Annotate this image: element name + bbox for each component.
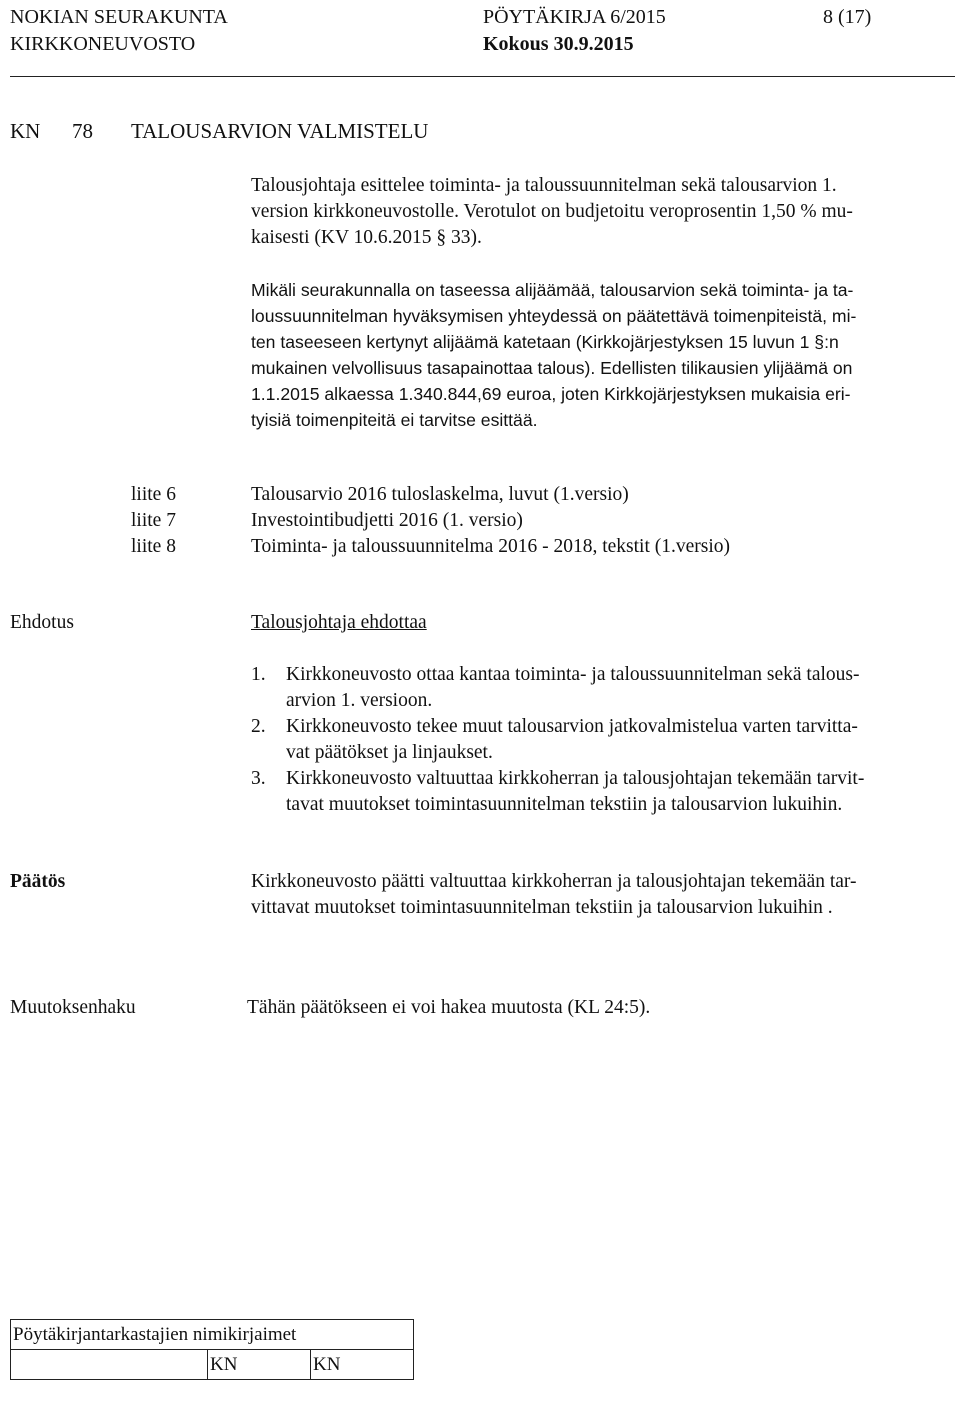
signature-table-title: Pöytäkirjantarkastajien nimikirjaimet [11,1320,414,1350]
attachment-title: Investointibudjetti 2016 (1. versio) [251,510,523,531]
proposal-item-number: 2. [251,716,266,737]
header-page-number: 8 (17) [823,6,872,28]
signature-initials: KN [208,1350,311,1380]
header-document-number: PÖYTÄKIRJA 6/2015 [483,6,666,28]
proposal-item-line: Kirkkoneuvosto valtuuttaa kirkkoherran ja talousjohtajan tekemään tarvit- [286,768,865,789]
decision-label: Päätös [10,871,66,892]
proposal-item-line: arvion 1. versioon. [286,690,433,711]
attachment-label: liite 8 [131,536,176,557]
attachment-label: liite 6 [131,484,176,505]
proposal-item-line: tavat muutokset toimintasuunnitelman tekstiin ja talousarvion lukuihin. [286,794,843,815]
header-org: NOKIAN SEURAKUNTA [10,6,228,28]
attachment-title: Toiminta- ja taloussuunnitelma 2016 - 2018, tekstit (1.versio) [251,536,731,557]
intro-paragraph [251,173,956,251]
proposal-item-line: Kirkkoneuvosto ottaa kantaa toiminta- ja taloussuunnitelman sekä talous- [286,664,860,685]
proposal-item-number: 1. [251,664,266,685]
deficit-line: 1.1.2015 alkaessa 1.340.844,69 euroa, joten Kirkkojärjestyksen mukaisia eri- [251,384,851,404]
intro-line: kaisesti (KV 10.6.2015 § 33). [251,227,482,248]
deficit-line: mukainen velvollisuus tasapainottaa talous). Edellisten tilikausien ylijäämä on [251,358,853,378]
header-meeting-date: Kokous 30.9.2015 [483,33,634,55]
section-number: 78 [72,119,93,143]
proposal-item-number: 3. [251,768,266,789]
signature-empty-cell [11,1350,208,1380]
intro-line: version kirkkoneuvostolle. Verotulot on budjetoitu veroprosentin 1,50 % mu- [251,201,853,222]
deficit-line: tyisiä toimenpiteitä ei tarvitse esittää. [251,410,538,430]
deficit-line: ten taseeseen kertynyt alijäämä katetaan (Kirkkojärjestyksen 15 luvun 1 §:n [251,332,839,352]
header-divider [10,76,955,77]
intro-line: Talousjohtaja esittelee toiminta- ja taloussuunnitelman sekä talousarvion 1. [251,175,837,196]
attachment-title: Talousarvio 2016 tuloslaskelma, luvut (1.versio) [251,484,629,505]
deficit-line: loussuunnitelman hyväksymisen yhteydessä on päätettävä toimenpiteistä, mi- [251,306,857,326]
deficit-line: Mikäli seurakunnalla on taseessa alijäämää, talousarvion sekä toiminta- ja ta- [251,280,854,300]
proposal-heading: Talousjohtaja ehdottaa [251,612,427,633]
signature-initials: KN [311,1350,414,1380]
proposal-item-line: Kirkkoneuvosto tekee muut talousarvion jatkovalmistelua varten tarvitta- [286,716,858,737]
section-prefix: KN [10,119,41,143]
attachment-label: liite 7 [131,510,176,531]
decision-line: Kirkkoneuvosto päätti valtuuttaa kirkkoherran ja talousjohtajan tekemään tar- [251,871,857,892]
appeal-text: Tähän päätökseen ei voi hakea muutosta (KL 24:5). [247,997,651,1018]
header-body: KIRKKONEUVOSTO [10,33,196,55]
proposal-label: Ehdotus [10,612,74,633]
deficit-paragraph [251,277,956,433]
proposal-item-line: vat päätökset ja linjaukset. [286,742,493,763]
appeal-label: Muutoksenhaku [10,997,136,1018]
signature-table [10,1319,414,1380]
decision-line: vittavat muutokset toimintasuunnitelman tekstiin ja talousarvion lukuihin . [251,897,833,918]
section-title: TALOUSARVION VALMISTELU [131,119,429,143]
